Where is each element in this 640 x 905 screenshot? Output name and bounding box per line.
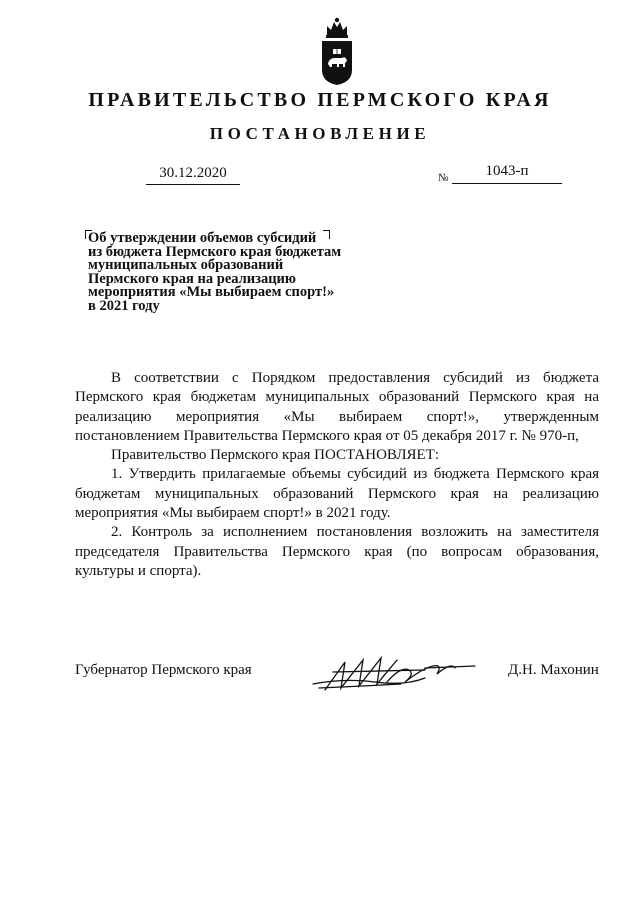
handwritten-signature-icon xyxy=(305,648,480,696)
signatory-name: Д.Н. Махонин xyxy=(508,662,599,678)
body-paragraph-item-1: 1. Утвердить прилагаемые объемы субсидий из бюджета Пермского края бюджетам муниципальных образований Пермского края на реализацию мероприятия «Мы выбираем спорт!» в 2021 году. xyxy=(75,466,599,522)
document-subject xyxy=(88,232,378,313)
subject-line: муниципальных образований xyxy=(88,257,284,273)
signatory-role: Губернатор Пермского края xyxy=(75,662,252,678)
number-label: № xyxy=(438,172,449,184)
perm-krai-coat-of-arms-icon xyxy=(318,14,356,86)
document-body xyxy=(75,369,599,581)
subject-line: в 2021 году xyxy=(88,297,160,314)
body-paragraph-resolves: Правительство Пермского края ПОСТАНОВЛЯЕТ: xyxy=(111,447,440,464)
subject-line: Об утверждении объемов субсидий xyxy=(88,230,317,246)
document-date: 30.12.2020 xyxy=(146,165,240,185)
subject-line: мероприятия «Мы выбираем спорт!» xyxy=(88,284,335,300)
body-paragraph-item-2: 2. Контроль за исполнением постановления возложить на заместителя председателя Правительства Пермского края (по вопросам образования, культуры и спорта). xyxy=(75,524,599,579)
subject-line: Пермского края на реализацию xyxy=(88,270,296,287)
subject-line: из бюджета Пермского края бюджетам xyxy=(88,243,342,260)
document-number: 1043-п xyxy=(452,163,562,184)
body-paragraph-preamble: В соответствии с Порядком предоставления субсидий из бюджета Пермского края бюджетам муниципальных образований Пермского края на реализацию мероприятия «Мы выбираем спорт!», утвержденным постановлением Правительства Пермского края от 05 декабря 2017 г. № 970-п, xyxy=(75,370,599,444)
document-type: ПОСТАНОВЛЕНИЕ xyxy=(209,124,431,143)
government-title: ПРАВИТЕЛЬСТВО ПЕРМСКОГО КРАЯ xyxy=(88,89,552,111)
